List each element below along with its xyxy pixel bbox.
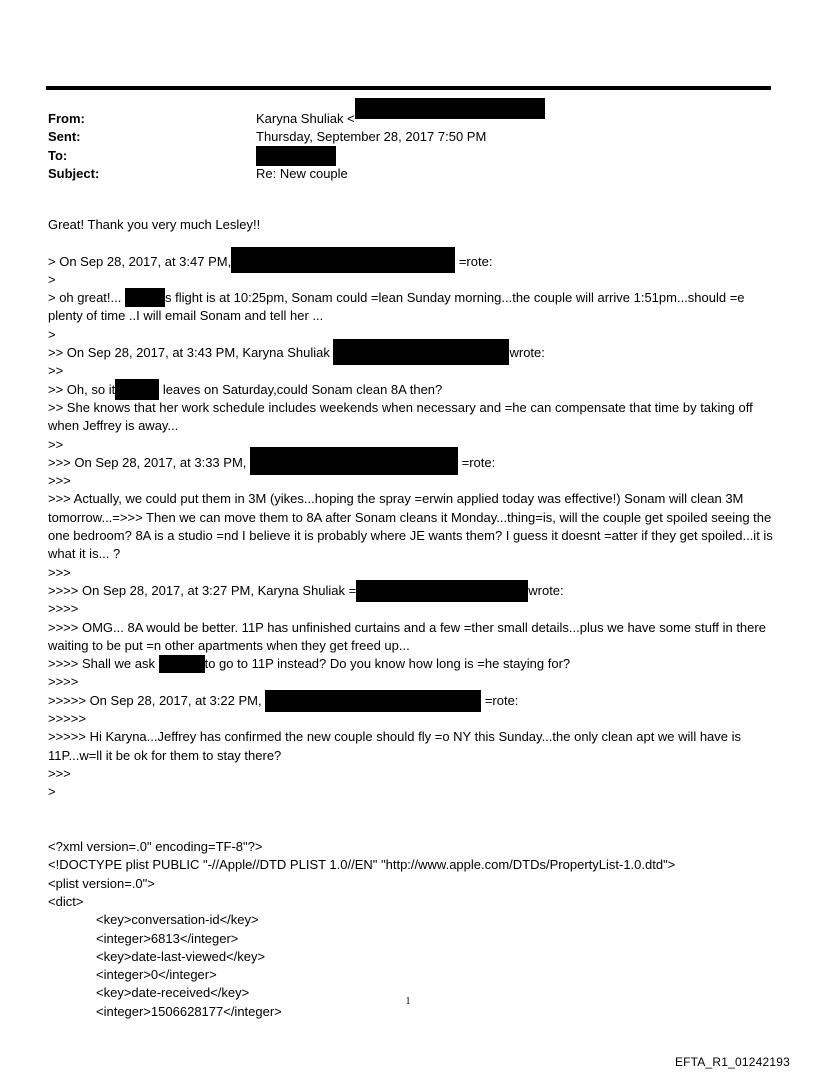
document-id-stamp: EFTA_R1_01242193 — [674, 1055, 790, 1069]
to-value — [256, 147, 336, 166]
body-line: >> She knows that her work schedule includes weekends when necessary and =he can compensate that time by taking off when Jeffrey is away... — [48, 399, 753, 434]
body-line: > — [48, 271, 56, 287]
redaction-block — [356, 580, 528, 602]
body-text: >> Oh, so it — [48, 381, 116, 397]
redaction-block — [125, 288, 165, 307]
body-line — [48, 289, 778, 307]
from-name: Karyna Shuliak < — [256, 111, 355, 126]
from-label: From: — [48, 111, 85, 126]
body-line — [48, 582, 778, 600]
quote-header-text: =rote: — [481, 692, 519, 708]
body-text: s flight is at 10:25pm, Sonam could =lean Sunday morning...the couple will arrive 1:51pm...should =e — [164, 290, 745, 306]
quote-header-text: >> On Sep 28, 2017, at 3:43 PM, Karyna Shuliak — [48, 345, 330, 361]
xml-line: <key>date-received</key> — [96, 985, 250, 1001]
subject-value: Re: New couple — [256, 165, 348, 181]
body-text: >>>> Shall we ask — [48, 656, 155, 672]
quote-header-text: >>> On Sep 28, 2017, at 3:33 PM, — [48, 454, 247, 470]
body-line: Great! Thank you very much Lesley!! — [48, 217, 261, 232]
body-line: >>>>> — [48, 711, 86, 727]
body-line: >>>> OMG... 8A would be better. 11P has unfinished curtains and a few =ther small details...plus we have some stuff in there waiting to be put =n other apartments when they get freed up... — [48, 619, 766, 653]
body-line: >>>>> Hi Karyna...Jeffrey has confirmed the new couple should fly =o NY this Sunday...the only clean apt we will have is 11P...w=ll it be ok for them to stay there? — [48, 729, 742, 763]
body-text: to go to 11P instead? Do you know how long is =he staying for? — [204, 656, 571, 672]
xml-line: <?xml version=.0" encoding=TF-8"?> — [48, 839, 263, 855]
redaction-block — [250, 447, 458, 475]
redaction-block — [333, 339, 509, 365]
body-line: >>> — [48, 564, 71, 580]
body-line: >> — [48, 436, 64, 452]
xml-line: <!DOCTYPE plist PUBLIC "-//Apple//DTD PLIST 1.0//EN" "http://www.apple.com/DTDs/PropertyList-1.0.dtd"> — [48, 857, 676, 873]
redaction-block — [231, 247, 455, 273]
quote-header-text: =rote: — [458, 454, 496, 470]
quote-header-text: wrote: — [528, 582, 564, 598]
quote-header-text: >>>> On Sep 28, 2017, at 3:27 PM, Karyna Shuliak = — [48, 582, 357, 598]
redaction-block — [159, 655, 205, 673]
redaction-block — [265, 690, 481, 712]
xml-line: <integer>1506628177</integer> — [96, 1003, 282, 1019]
body-line: >> — [48, 363, 64, 379]
xml-line: <key>date-last-viewed</key> — [96, 948, 266, 964]
body-line: >>>> — [48, 674, 79, 690]
body-line: >>> Actually, we could put them in 3M (yikes...hoping the spray =erwin applied today was effective!) Sonam will clean 3M tomorrow...=>>> Then we can move them to 8A after Sonam cleans it Monday...thing=is, will the couple get spoiled seeing the one bedroom? 8A is a studio =nd I believe it is probably where JE wants them? I guess it doesnt =atter if they get spoiled...it is what it is... ? — [48, 491, 773, 562]
body-line: plenty of time ..I will email Sonam and tell her ... — [48, 308, 324, 324]
body-text: > oh great!... — [48, 290, 122, 306]
body-line: >>> — [48, 765, 71, 781]
body-line — [48, 381, 778, 399]
body-line: >>> — [48, 473, 71, 489]
quote-header-text: >>>>> On Sep 28, 2017, at 3:22 PM, — [48, 692, 262, 708]
body-line: > — [48, 784, 56, 800]
xml-line: <integer>6813</integer> — [96, 930, 239, 946]
xml-line: <integer>0</integer> — [96, 967, 217, 983]
email-body — [48, 216, 778, 1021]
quote-header-text: =rote: — [455, 253, 493, 269]
header-rule — [46, 86, 771, 90]
body-line — [48, 344, 778, 362]
from-value — [256, 110, 545, 128]
body-line — [48, 454, 778, 472]
to-label: To: — [48, 147, 68, 163]
subject-label: Subject: — [48, 165, 100, 181]
body-line — [48, 253, 778, 271]
quote-header-text: > On Sep 28, 2017, at 3:47 PM, — [48, 253, 232, 269]
xml-line: <key>conversation-id</key> — [96, 912, 259, 928]
sent-value: Thursday, September 28, 2017 7:50 PM — [256, 129, 487, 145]
quote-header-text: wrote: — [509, 345, 545, 361]
page-number: 1 — [405, 996, 411, 1007]
body-text: leaves on Saturday,could Sonam clean 8A then? — [159, 381, 443, 397]
redaction-block — [256, 146, 336, 166]
body-line: > — [48, 326, 56, 342]
redaction-block — [355, 98, 545, 119]
body-line — [48, 692, 778, 710]
body-line: >>>> — [48, 601, 79, 617]
sent-label: Sent: — [48, 129, 81, 145]
body-line — [48, 655, 778, 673]
xml-line: <dict> — [48, 893, 84, 909]
redaction-block — [115, 379, 159, 400]
xml-line: <plist version=.0"> — [48, 875, 155, 891]
